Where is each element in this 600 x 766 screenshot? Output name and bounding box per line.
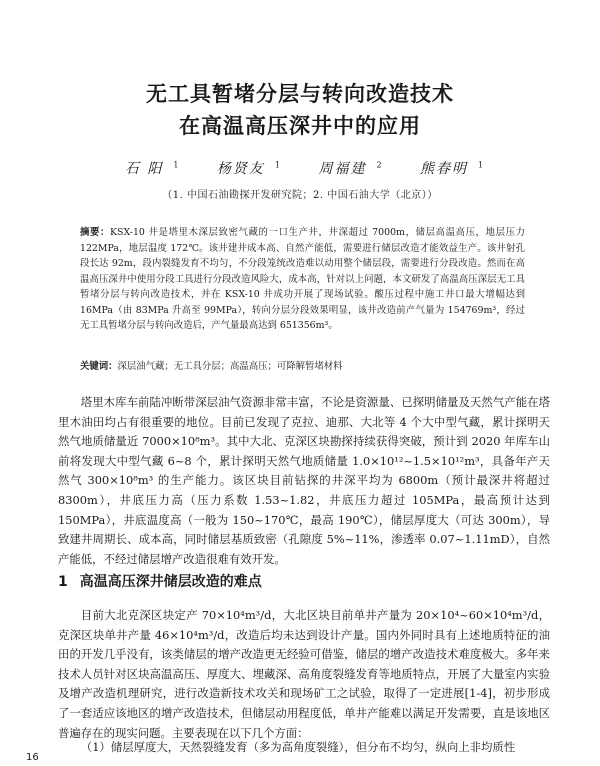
- author-name: 杨贤友: [216, 161, 265, 177]
- author: [410, 161, 485, 177]
- author-affil-sup: 2: [376, 160, 384, 170]
- author: [308, 161, 383, 177]
- abstract-text: KSX-10 井是塔里木深层致密气藏的一口生产井，井深超过 7000m，储层高温高压，地层压力 122MPa，地层温度 172℃。该井建井成本高、自然产能低，需要进行储层改造才能效益生产。该井射孔段长达 92m，段内裂缝发育不均匀，不分段笼统改造难以动用整个储层段，需要进行分段改造。然而在高温高压深井中使用分段工具进行分段改造风险大，成本高，针对以上问题，本文研发了高温高压深层无工具暂堵分层与转向改造技术，并在 KSX-10 井成功开展了现场试验。酸压过程中施工井口最大增幅达到 16MPa（由 83MPa 升高至 99MPa），转向分层分段效果明显，该井改造前产气量为 154769m³，经过无工具暂堵分层与转向改造后，产气量最高达到 651356m³。: [80, 227, 525, 331]
- affiliation: （1. 中国石油勘探开发研究院；2. 中国石油大学（北京））: [162, 190, 438, 201]
- paper-title-line1: 无工具暂堵分层与转向改造技术: [146, 82, 454, 106]
- author-affil-sup: 1: [478, 160, 486, 170]
- author-name: 周福建: [318, 161, 367, 177]
- abstract-label: 摘要：: [80, 227, 111, 238]
- section-title: 高温高压深井储层改造的难点: [79, 574, 262, 590]
- section-number: 1: [58, 574, 68, 590]
- intro-paragraph: 塔里木库车前陆冲断带深层油气资源非常丰富，不论是资源量、已探明储量及天然气产能在塔里木油田均占有很重要的地位。目前已发现了克拉、迪那、大北等 4 个大中型气藏，累计探明天然气地质储量近 7000×10⁸m³。其中大北、克深区块勘探持续获得突破，预计到 2020 年库车山前将发现大中型气藏 6~8 个，累计探明天然气地质储量 1.0×10¹²~1.5×10¹²m³，具备年产天然气 300×10⁸m³ 的生产能力。该区块目前钻探的井深平均为 6800m（预计最深井将超过 8300m），井底压力高（压力系数 1.53~1.82，井底压力超过 105MPa，最高预计达到 150MPa），井底温度高（一般为 150~170℃，最高 190℃），储层厚度大（可达 300m），导致建井周期长、成本高，同时储层基质致密（孔隙度 5%~11%，渗透率 0.07~1.11mD），自然产能低，不经过储层增产改造很难有效开发。: [58, 395, 550, 566]
- author-name: 石 阳: [124, 161, 164, 177]
- paper-title-line2: 在高温高压深井中的应用: [179, 114, 421, 138]
- author-affil-sup: 1: [173, 160, 181, 170]
- author-affil-sup: 1: [274, 160, 282, 170]
- section-paragraph: 目前大北克深区块定产 70×10⁴m³/d，大北区块目前单井产量为 20×10⁴~60×10⁴m³/d，克深区块单井产量 46×10⁴m³/d，改造后均未达到设计产量。国内外同时具有上述地质特征的油田的开发几乎没有，该类储层的增产改造更无经验可借鉴，储层的增产改造技术难度极大。多年来技术人员针对区块高温高压、厚度大、埋藏深、高角度裂缝发育等地质特点，开展了大量室内实验及增产改造机理研究，进行改造新技术攻关和现场矿工之试验，取得了一定进展[1-4]，初步形成了一套适应该地区的增产改造技术，但储层动用程度低，单井产能难以满足开发需要，直是该地区普遍存在的现实问题。主要表现在以下几个方面：: [58, 608, 550, 740]
- abstract: [80, 225, 525, 334]
- author: [207, 161, 282, 177]
- section-heading: [58, 571, 262, 591]
- keywords-label: 关键词：: [80, 361, 118, 372]
- author-name: 熊春明: [420, 161, 468, 177]
- page-number: 16: [26, 752, 39, 763]
- section-list-item: （1）储层厚度大，天然裂缝发育（多为高角度裂缝），但分布不均匀，纵向上非均质性: [80, 740, 516, 754]
- author-list: [0, 158, 600, 178]
- author: [115, 161, 181, 177]
- keywords: [80, 359, 525, 374]
- keywords-text: 深层油气藏；无工具分层；高温高压；可降解暂堵材料: [117, 361, 343, 372]
